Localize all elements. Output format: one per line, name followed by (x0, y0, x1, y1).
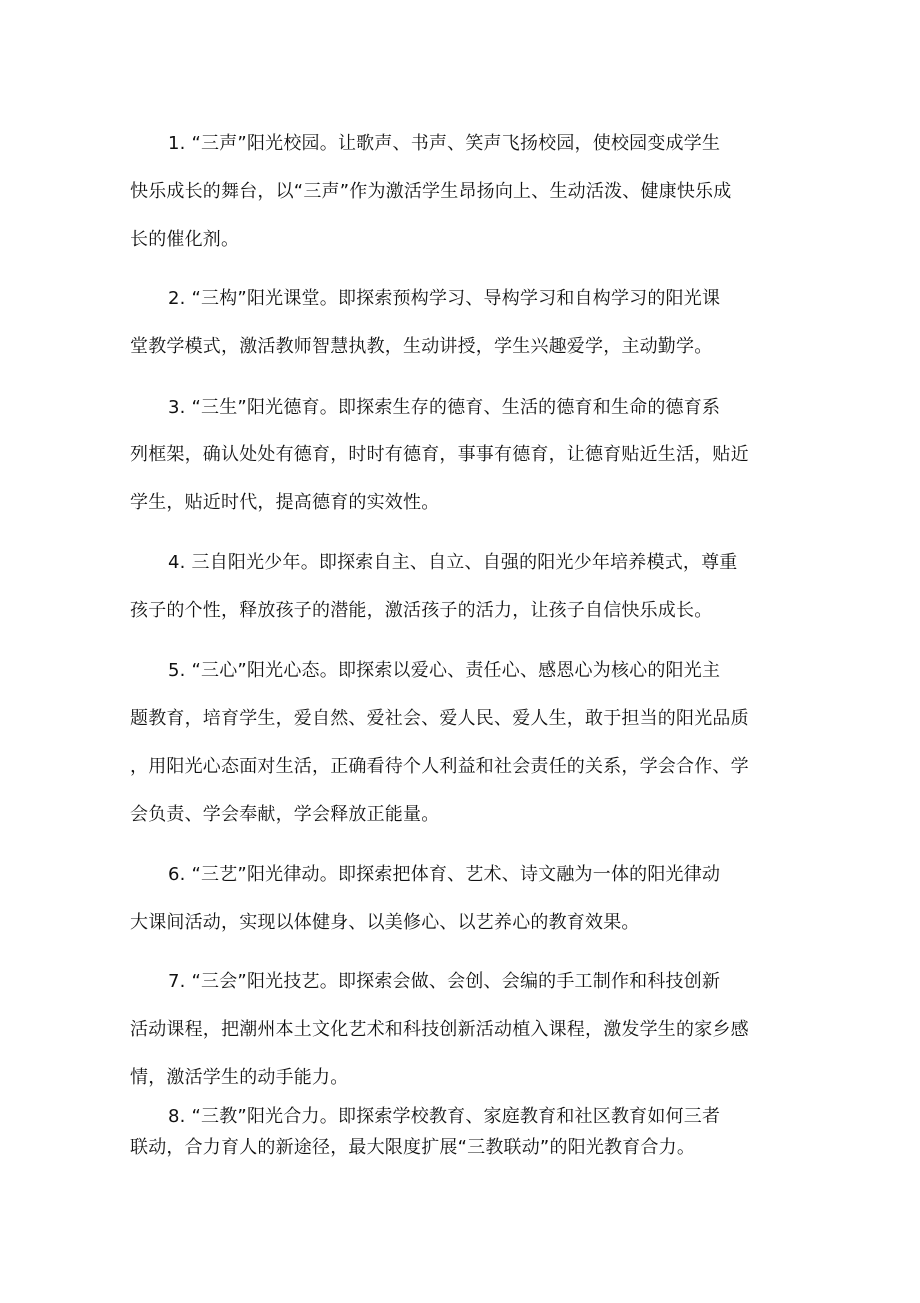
text-line: 4. 三自阳光少年。即探索自主、自立、自强的阳光少年培养模式，尊重 (168, 552, 738, 573)
text-line: 2. “三构”阳光课堂。即探索预构学习、导构学习和自构学习的阳光课 (168, 288, 721, 309)
text-line: 长的催化剂。 (130, 229, 240, 250)
text-line: 列框架，确认处处有德育，时时有德育，事事有德育，让德育贴近生活，贴近 (130, 444, 749, 465)
text-line: 情，激活学生的动手能力。 (130, 1067, 349, 1088)
text-line: 6. “三艺”阳光律动。即探索把体育、艺术、诗文融为一体的阳光律动 (168, 864, 721, 885)
text-line: 7. “三会”阳光技艺。即探索会做、会创、会编的手工制作和科技创新 (168, 971, 721, 992)
text-line: 3. “三生”阳光德育。即探索生存的德育、生活的德育和生命的德育系 (168, 397, 721, 418)
text-line: 题教育，培育学生，爱自然、爱社会、爱人民、爱人生，敢于担当的阳光品质 (130, 708, 749, 729)
text-line: 活动课程，把潮州本土文化艺术和科技创新活动植入课程，激发学生的家乡感 (130, 1019, 749, 1040)
text-line: 会负责、学会奉献，学会释放正能量。 (130, 804, 440, 825)
text-line: 学生，贴近时代，提高德育的实效性。 (130, 492, 440, 513)
text-line: 1. “三声”阳光校园。让歌声、书声、笑声飞扬校园，使校园变成学生 (168, 133, 721, 154)
text-line: 快乐成长的舞台，以“三声”作为激活学生昂扬向上、生动活泼、健康快乐成 (130, 181, 732, 202)
text-line: 大课间活动，实现以体健身、以美修心、以艺养心的教育效果。 (130, 912, 640, 933)
text-line: 8. “三教”阳光合力。即探索学校教育、家庭教育和社区教育如何三者 (168, 1106, 721, 1127)
text-line: ，用阳光心态面对生活，正确看待个人利益和社会责任的关系，学会合作、学 (130, 756, 749, 777)
text-line: 联动，合力育人的新途径，最大限度扩展“三教联动”的阳光教育合力。 (130, 1137, 696, 1158)
text-line: 孩子的个性，释放孩子的潜能，激活孩子的活力，让孩子自信快乐成长。 (130, 600, 713, 621)
text-line: 堂教学模式，激活教师智慧执教，生动讲授，学生兴趣爱学，主动勤学。 (130, 336, 713, 357)
text-line: 5. “三心”阳光心态。即探索以爱心、责任心、感恩心为核心的阳光主 (168, 660, 721, 681)
